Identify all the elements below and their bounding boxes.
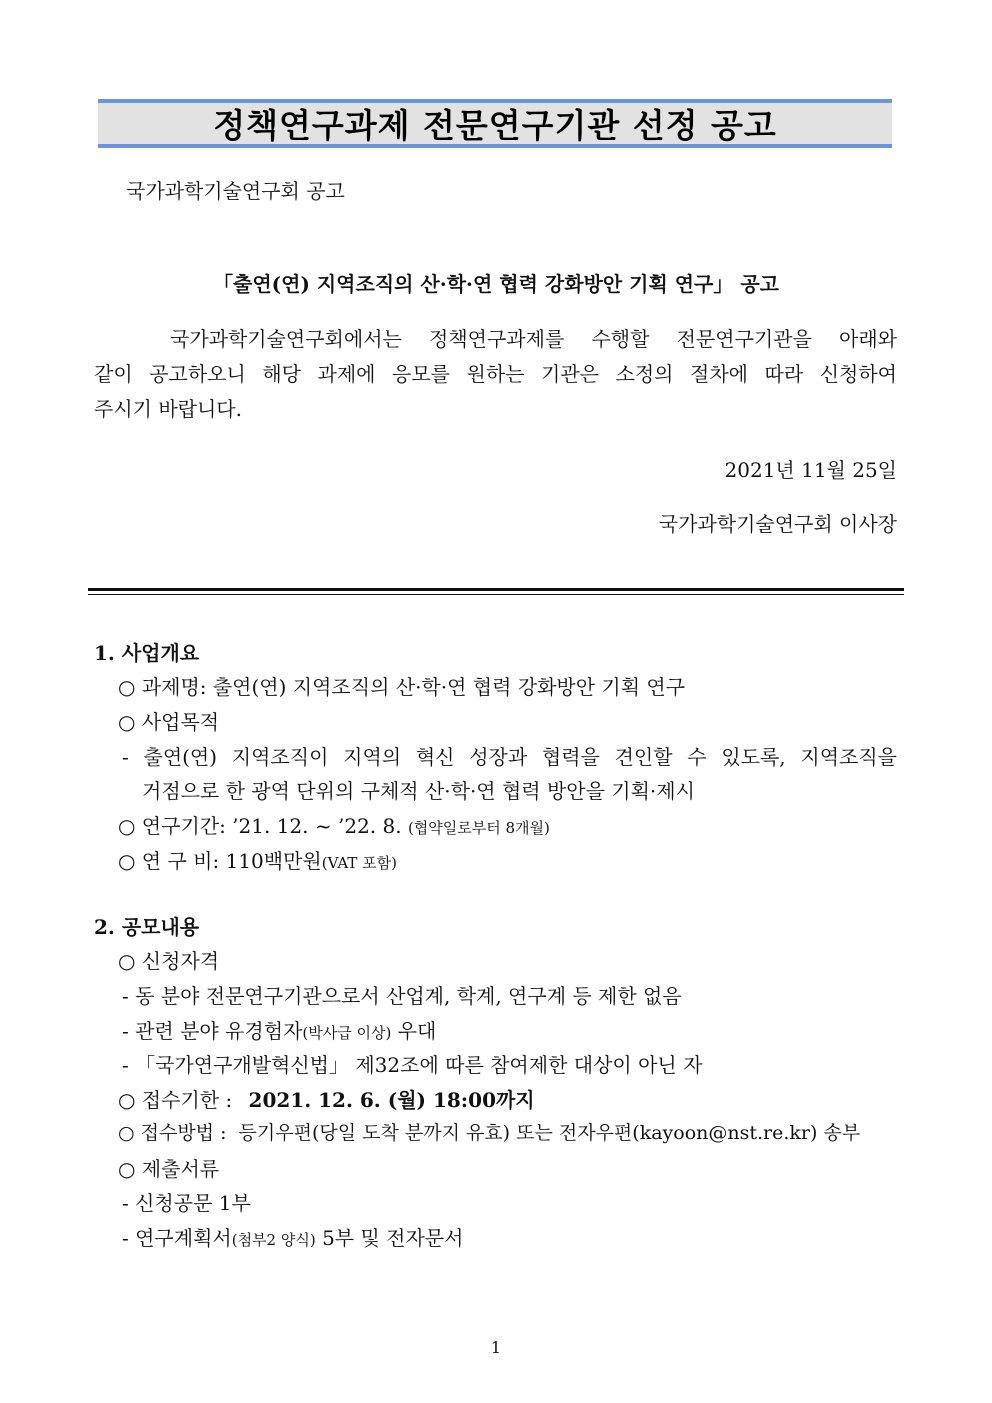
deadline-line: [118, 1084, 535, 1113]
period-label: ○ 연구기간: ’21. 12. ~ ’22. 8.: [118, 814, 402, 838]
purpose-label: ○ 사업목적: [118, 710, 220, 734]
section2-heading: 2. 공모내용: [94, 915, 200, 939]
purpose-line-1: - 출연(연) 지역조직이 지역의 혁신 성장과 협력을 견인할 수 있도록, 지역조직을: [122, 745, 897, 769]
document-item-2: [122, 1222, 463, 1251]
document-item-2-text: - 연구계획서: [122, 1226, 232, 1250]
deadline-label: ○ 접수기한 :: [118, 1088, 233, 1112]
notice-subtitle: 「출연(연) 지역조직의 산·학·연 협력 강화방안 기획 연구」 공고: [213, 272, 779, 296]
document-item-1: - 신청공문 1부: [122, 1191, 251, 1215]
budget-note: (VAT 포함): [321, 854, 398, 872]
eligibility-item-2-text: - 관련 분야 유경험자: [122, 1019, 303, 1043]
signer: 국가과학기술연구회 이사장: [658, 512, 897, 536]
issuer-line: 국가과학기술연구회 공고: [126, 179, 345, 203]
eligibility-item-1: - 동 분야 전문연구기관으로서 산업계, 학계, 연구계 등 제한 없음: [122, 984, 682, 1008]
notice-date: 2021년 11월 25일: [724, 458, 897, 482]
purpose-line-2: 거점으로 한 광역 단위의 구체적 산·학·연 협력 방안을 기획·제시: [142, 779, 695, 803]
intro-line-1: 국가과학기술연구회에서는 정책연구과제를 수행할 전문연구기관을 아래와: [170, 327, 897, 351]
intro-line-2: 같이 공고하오니 해당 과제에 응모를 원하는 기관은 소정의 절차에 따라 신청하여: [94, 362, 897, 386]
period-note: (협약일로부터 8개월): [407, 819, 550, 837]
eligibility-item-2-note: (박사급 이상): [302, 1024, 392, 1042]
divider-thin: [88, 594, 904, 595]
document-item-2-suffix: 5부 및 전자문서: [322, 1226, 464, 1250]
intro-paragraph: [94, 322, 897, 427]
page-title: 정책연구과제 전문연구기관 선정 공고: [213, 106, 777, 145]
method-label: ○ 접수방법 :: [118, 1122, 227, 1144]
page-number: 1: [490, 1338, 502, 1357]
budget-label: ○ 연 구 비: 110백만원: [118, 849, 322, 873]
section1-heading: 1. 사업개요: [94, 641, 200, 665]
task-name: ○ 과제명: 출연(연) 지역조직의 산·학·연 협력 강화방안 기획 연구: [118, 675, 686, 699]
title-banner: [98, 99, 892, 148]
eligibility-item-2: [122, 1015, 436, 1044]
document-item-2-note: (첨부2 양식): [231, 1231, 316, 1249]
eligibility-item-2-suffix: 우대: [397, 1019, 437, 1043]
period-line: [118, 810, 550, 839]
deadline-value: 2021. 12. 6. (월) 18:00까지: [248, 1088, 535, 1112]
documents-label: ○ 제출서류: [118, 1157, 220, 1181]
eligibility-item-3: - 「국가연구개발혁신법」 제32조에 따른 참여제한 대상이 아닌 자: [122, 1053, 703, 1077]
eligibility-label: ○ 신청자격: [118, 949, 220, 973]
method-value: 등기우편(당일 도착 분까지 유효) 또는 전자우편(kayoon@nst.re.kr) 송부: [238, 1122, 861, 1144]
budget-line: [118, 845, 397, 874]
divider-thick: [88, 588, 904, 591]
intro-line-3: 주시기 바랍니다.: [94, 397, 242, 421]
method-line: [118, 1118, 860, 1145]
